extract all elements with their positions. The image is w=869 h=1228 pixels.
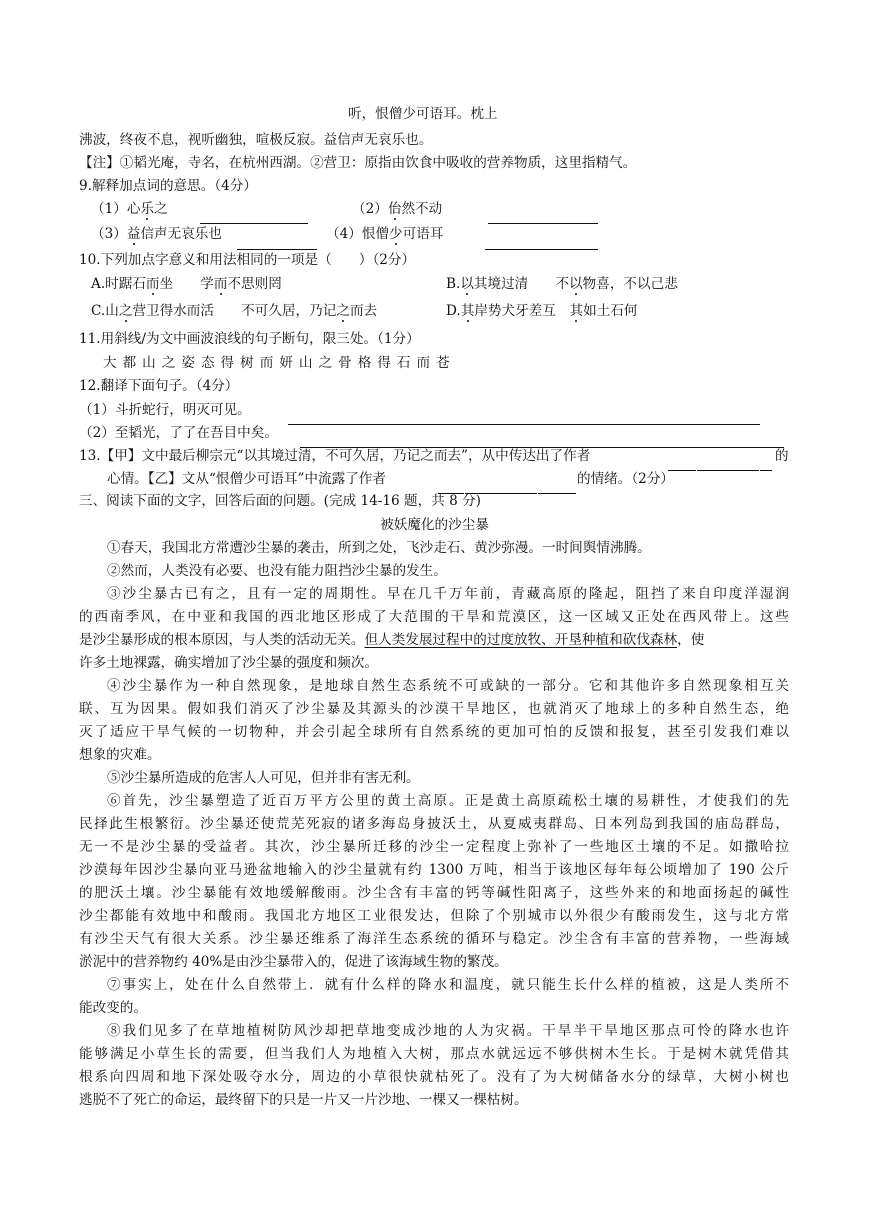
answer-blank[interactable] [200,210,308,224]
article-line: ①春天，我国北方常遭沙尘暴的袭击，所到之处，飞沙走石、黄沙弥漫。一时间舆情沸腾。 [107,540,651,556]
passage-line: 听，恨僧少可语耳。枕上 [348,106,498,122]
article-line: 是沙尘暴形成的根本原因，与人类的活动无关。但人类发展过程中的过度放牧、开垦种植和砍伐森林，使 [79,632,705,648]
q12-item-1: （1）斗折蛇行，明灭可见。 [79,402,251,418]
q9-item-4: （4）恨僧少可语耳 [326,226,444,242]
question-10-title: 10.下列加点字意义和用法相同的一项是（ ）（2分） [79,252,416,268]
article-line: 能改变的。 [79,1000,147,1016]
q9-item-2: （2）佁然不动 [352,201,443,217]
q10-option-d[interactable]: D.其岸势犬牙差互 其如土石何 [446,303,638,319]
article-line: ⑥首先，沙尘暴塑造了近百万平方公里的黄土高原。正是黄土高原疏松土壤的易耕性，才使我们的先 [107,793,789,809]
answer-blank[interactable] [288,411,760,425]
q10-option-b[interactable]: B.以其境过清 不以物喜，不以己悲 [446,276,678,292]
answer-blank[interactable] [488,210,598,224]
article-line: 逃脱不了死亡的命运，最终留下的只是一片又一片沙地、一棵又一棵枯树。 [79,1092,528,1108]
annotation-note: 【注】①韬光庵，寺名，在杭州西湖。②营卫：原指由饮食中吸收的营养物质，这里指精气。 [79,155,637,171]
question-13-line-1: 13.【甲】文中最后柳宗元“以其境过清，不可久居，乃记之而去”，从中传达出了作者 [79,448,591,464]
article-line: 的西南季风，在中亚和我国的西北地区形成了大范围的干旱和荒漠区，这一区域又正处在西风带上。这些 [79,609,789,625]
q12-item-2: （2）至韬光，了了在吾目中矣。 [79,425,278,441]
question-11-title: 11.用斜线/为文中画波浪线的句子断句，限三处。（1分） [79,331,420,347]
q11-sentence: 大都山之姿态得树而妍山之骨格得石而苍 [103,355,456,371]
article-line: 能够满足小草生长的需要，但当我们人为地植入大树，那点水就远远不够供树木生长。于是树木就凭借其 [79,1046,789,1062]
question-12-title: 12.翻译下面句子。（4分） [79,378,239,394]
question-13-line-2-end: 的情绪。（2分） [577,471,675,487]
question-13-line-1-end: 的 [775,448,789,464]
article-line: 民择此生根繁衍。沙尘暴还使荒芜死寂的诸多海岛身披沃土，从夏威夷群岛、日本列岛到我国的庙岛群岛， [79,816,789,832]
answer-blank[interactable] [237,236,317,250]
answer-blank[interactable] [760,457,772,471]
article-line: 沙漠每年因沙尘暴向亚马逊盆地输入的沙尘量就有约 1300 万吨，相当于该地区每年每公顷增加了 190 公斤 [79,862,789,878]
article-line: ②然而，人类没有必要、也没有能力阻挡沙尘暴的发生。 [107,563,447,579]
article-line: 根系向四周和地下深处吸夺水分，周边的小草很快就枯死了。没有了为大树储备水分的绿草，大树小树也 [79,1069,789,1085]
article-line: ⑤沙尘暴所造成的危害人人可见，但并非有害无利。 [107,770,420,786]
underlined-sentence: 但人类发展过程中的过度放牧、开垦种植和砍伐森林 [364,632,678,648]
article-line: ④沙尘暴作为一种自然现象，是地球自然生态系统不可或缺的一部分。它和其他许多自然现象相互关 [107,678,789,694]
section-3-heading: 三、阅读下面的文字，回答后面的问题。(完成 14-16 题，共 8 分) [79,493,481,509]
article-line: ⑧我们见多了在草地植树防风沙却把草地变成沙地的人为灾祸。干旱半干旱地区那点可怜的降水也许 [107,1023,789,1039]
q10-option-c[interactable]: C.山之营卫得水而活 不可久居，乃记之而去 [91,303,378,319]
article-line: 联、互为因果。假如我们消灭了沙尘暴及其源头的沙漠干旱地区，也就消灭了地球上的多种自然生态，绝 [79,701,789,717]
answer-blank[interactable] [697,457,759,471]
question-9-title: 9.解释加点词的意思。（4分） [79,178,257,194]
article-line: 的肥沃土壤。沙尘暴能有效地缓解酸雨。沙尘含有丰富的钙等碱性阳离子，这些外来的和地面扬起的碱性 [79,885,789,901]
article-line: 许多土地裸露，确实增加了沙尘暴的强度和频次。 [79,655,379,671]
article-line: ③沙尘暴古已有之，且有一定的周期性。早在几千万年前，青藏高原的隆起，阻挡了来自印度洋湿润 [107,586,789,602]
answer-blank[interactable] [538,480,576,494]
article-line: ⑦事实上，处在什么自然带上．就有什么样的降水和温度，就只能生长什么样的植被，这是人类所不 [107,977,789,993]
question-13-line-2: 心情。【乙】文从“恨僧少可语耳”中流露了作者 [107,471,386,487]
q9-item-3: （3）益信声无哀乐也 [91,226,222,242]
article-line: 无一不是沙尘暴的受益者。其次，沙尘暴所迁移的沙尘一定程度上弥补了一些地区土壤的不足。如撒哈拉 [79,839,789,855]
article-line: 灭了适应干旱气候的一切物种，并会引起全球所有自然系统的更加可怕的反馈和报复，甚至引发我们难以 [79,724,789,740]
article-title: 被妖魔化的沙尘暴 [380,517,489,533]
article-line: 沙尘都能有效地中和酸雨。我国北方地区工业很发达，但除了个别城市以外很少有酸雨发生，这与北方常 [79,908,789,924]
passage-line: 沸波，终夜不息，视听幽独，喧极反寂。益信声无哀乐也。 [79,132,433,148]
article-line: 想象的灾难。 [79,747,161,763]
article-line: 有沙尘天气有很大关系。沙尘暴还维系了海洋生态系统的循环与稳定。沙尘含有丰富的营养物，一些海域 [79,931,789,947]
answer-blank[interactable] [485,236,598,250]
q10-option-a[interactable]: A.时踞石而坐 学而不思则罔 [91,276,282,292]
article-line: 淤泥中的营养物约 40%是由沙尘暴带入的，促进了该海域生物的繁茂。 [79,954,508,970]
q9-item-1: （1）心乐之 [91,201,168,217]
